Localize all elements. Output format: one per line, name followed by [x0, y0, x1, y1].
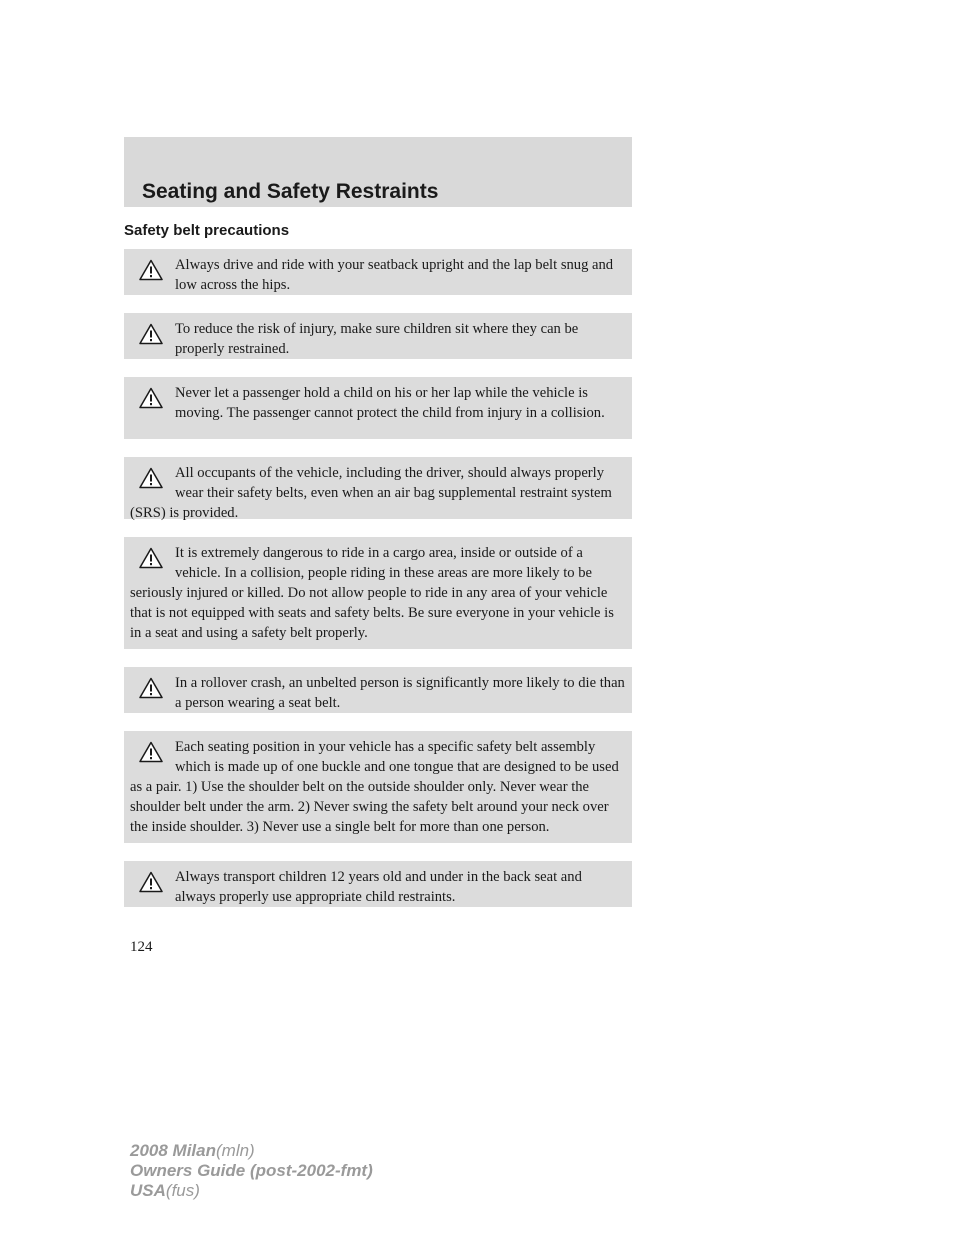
footer-line-guide	[130, 1161, 373, 1181]
footer-market-code: (fus)	[165, 1181, 200, 1200]
warning-triangle-icon	[130, 387, 175, 421]
section-heading: Safety belt precautions	[124, 222, 290, 239]
warning-text: Always drive and ride with your seatback upright and the lap belt snug and low across the hips.	[175, 257, 614, 293]
warning-triangle-icon	[130, 323, 175, 357]
warning-text: All occupants of the vehicle, including the driver, should always properly wear their safety belts, even when an air bag supplemental restraint system (SRS) is provided.	[130, 465, 612, 521]
warning-triangle-icon	[130, 467, 175, 501]
warning-text: To reduce the risk of injury, make sure children sit where they can be properly restrained.	[175, 321, 579, 357]
footer-market: USA	[130, 1181, 166, 1200]
warning-box	[124, 377, 632, 439]
warning-text: Each seating position in your vehicle has a specific safety belt assembly which is made up of one buckle and one tongue that are designed to be used as a pair. 1) Use the shoulder belt on the outside shoulder only. Never wear the shoulder belt under the arm. 2) Never swing the safety belt around your neck over the inside shoulder. 3) Never use a single belt for more than one person.	[130, 739, 619, 835]
warning-triangle-icon	[130, 741, 175, 775]
warning-text: In a rollover crash, an unbelted person is significantly more likely to die than a person wearing a seat belt.	[175, 675, 625, 711]
warning-box	[124, 457, 632, 519]
footer-model: 2008 Milan	[130, 1141, 216, 1160]
warning-text: Never let a passenger hold a child on his or her lap while the vehicle is moving. The passenger cannot protect the child from injury in a collision.	[175, 385, 605, 421]
warning-triangle-icon	[130, 547, 175, 581]
footer-model-code: (mln)	[216, 1141, 255, 1160]
page-header-title: Seating and Safety Restraints	[142, 180, 439, 203]
footer-guide: Owners Guide (post-2002-fmt)	[130, 1161, 373, 1180]
document-footer	[130, 1141, 373, 1201]
warning-box	[124, 313, 632, 359]
warning-box	[124, 731, 632, 843]
warning-text: It is extremely dangerous to ride in a cargo area, inside or outside of a vehicle. In a collision, people riding in these areas are more likely to be seriously injured or killed. Do not allow people to ride in any area of your vehicle that is not equipped with seats and safety belts. Be sure everyone in your vehicle is in a seat and using a safety belt properly.	[130, 545, 614, 641]
warning-box	[124, 249, 632, 295]
warning-text: Always transport children 12 years old and under in the back seat and always properly use appropriate child restraints.	[175, 869, 582, 905]
warning-triangle-icon	[130, 871, 175, 905]
warning-box	[124, 861, 632, 907]
warning-triangle-icon	[130, 259, 175, 293]
warning-box	[124, 537, 632, 649]
warnings-list	[124, 249, 632, 907]
footer-line-model	[130, 1141, 373, 1161]
warning-box	[124, 667, 632, 713]
footer-line-market	[130, 1181, 373, 1201]
warning-triangle-icon	[130, 677, 175, 711]
page-number: 124	[130, 939, 153, 955]
